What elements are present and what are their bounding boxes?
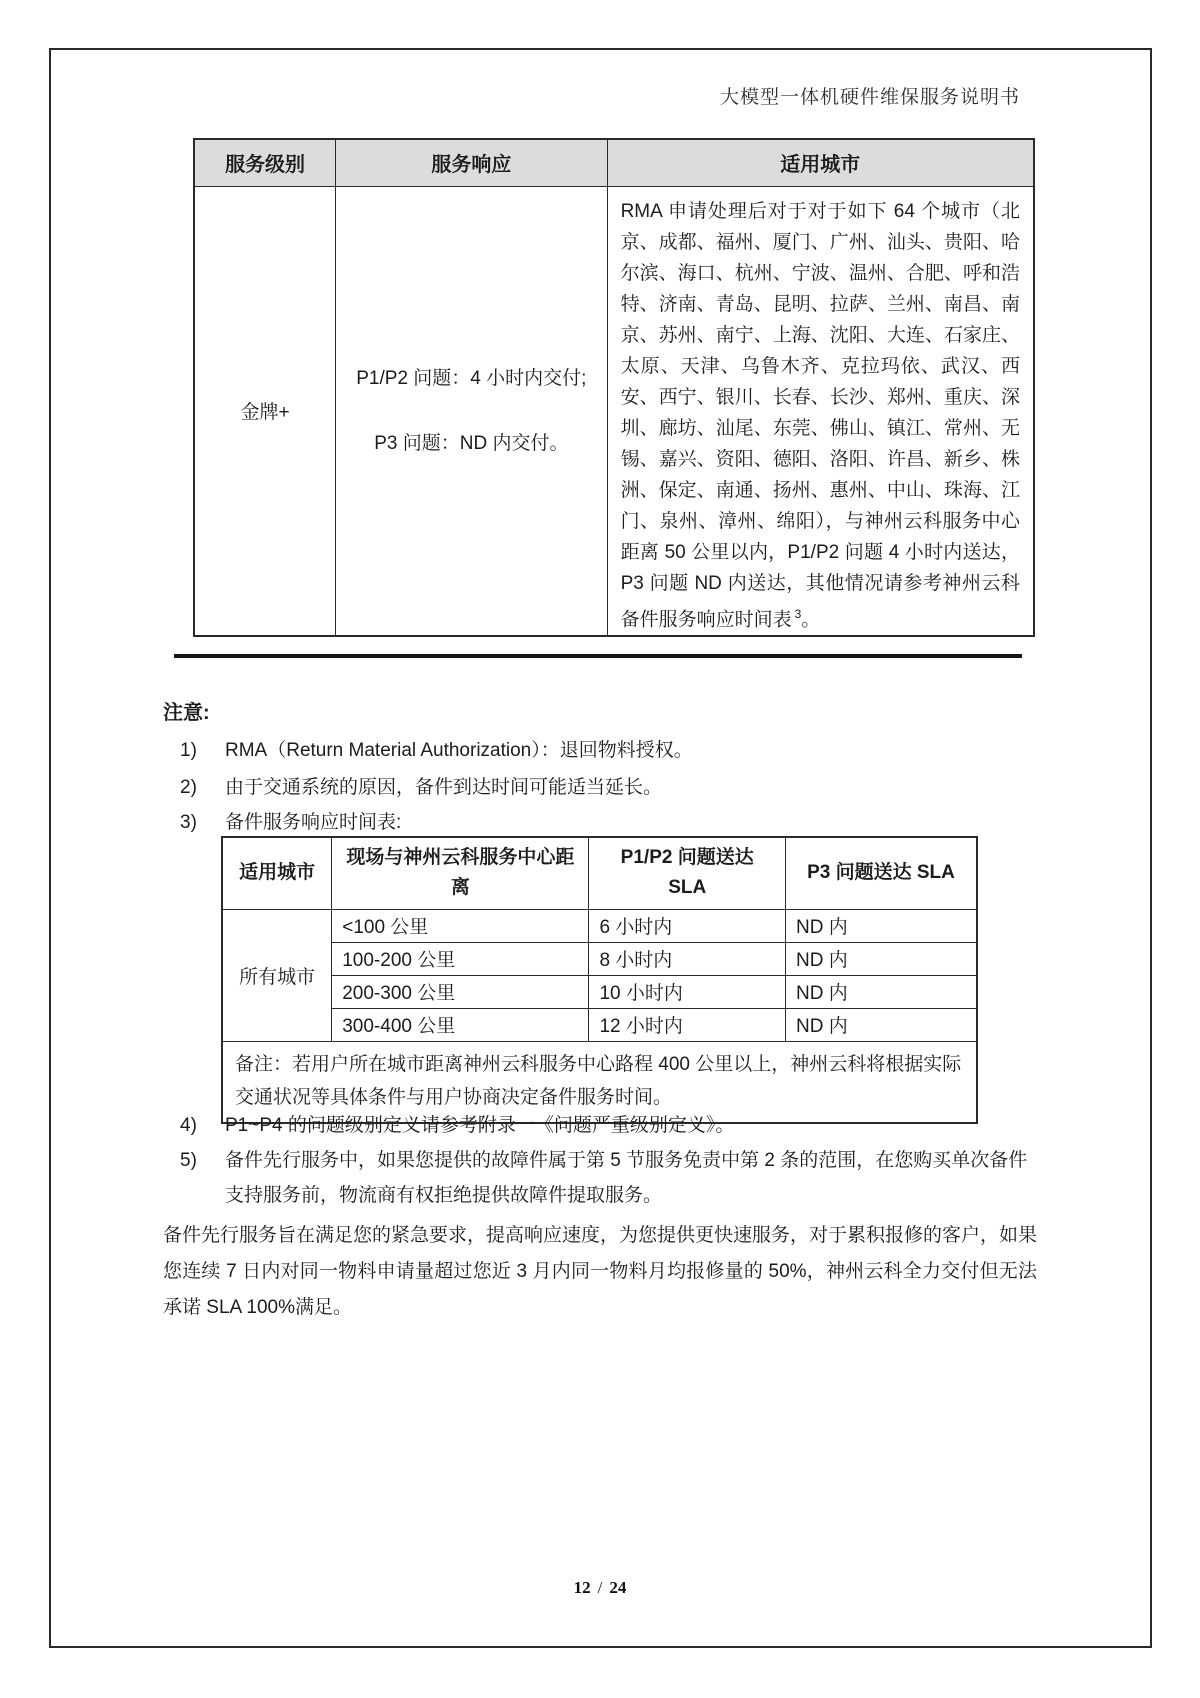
- list-item-number: 3): [180, 812, 197, 833]
- page-footer: [0, 1578, 1200, 1598]
- response-line-1: P1/P2 问题：4 小时内交付;: [356, 367, 587, 389]
- list-item-text: 备件服务响应时间表:: [225, 812, 402, 833]
- note-list-item-5: [180, 1143, 1038, 1213]
- sla-table: [221, 836, 978, 1124]
- footnote-reference-3: 3: [794, 606, 802, 621]
- p12-sla-cell: 6 小时内: [589, 909, 786, 942]
- distance-cell: <100 公里: [332, 909, 589, 942]
- closing-paragraph: 备件先行服务旨在满足您的紧急要求，提高响应速度，为您提供更快速服务，对于累积报修的客户，如果您连续 7 日内对同一物料申请量超过您近 3 月内同一物料月均报修量的 50%，神州云科全力交付但无法承诺 SLA 100%满足。: [163, 1225, 1038, 1318]
- list-item-number: 1): [180, 740, 197, 761]
- service-table-header-row: [194, 139, 1034, 186]
- city-scope-cell: 所有城市: [222, 909, 332, 1041]
- p3-sla-cell: ND 内: [785, 909, 977, 942]
- section-divider-rule: [174, 654, 1022, 658]
- service-response-cell: [336, 186, 607, 636]
- distance-cell: 100-200 公里: [332, 942, 589, 975]
- sla-table-header-row: [222, 837, 977, 909]
- table-row: [194, 186, 1034, 636]
- note-list-item-2: [180, 770, 1038, 805]
- table-row: [222, 975, 977, 1008]
- p12-sla-cell: 8 小时内: [589, 942, 786, 975]
- service-level-cell: 金牌+: [194, 186, 336, 636]
- notes-heading: 注意:: [163, 702, 210, 724]
- response-line-2: P3 问题：ND 内交付。: [374, 432, 569, 454]
- list-item-number: 5): [180, 1150, 197, 1171]
- header-service-response: 服务响应: [336, 139, 607, 186]
- cities-paragraph: RMA 申请处理后对于对于如下 64 个城市（北京、成都、福州、厦门、广州、汕头、贵阳、哈尔滨、海口、杭州、宁波、温州、合肥、呼和浩特、济南、青岛、昆明、拉萨、兰州、南昌、南京、苏州、南宁、上海、沈阳、大连、石家庄、太原、天津、乌鲁木齐、克拉玛依、武汉、西安、西宁、银川、长春、长沙、郑州、重庆、深圳、廊坊、汕尾、东莞、佛山、镇江、常州、无锡、嘉兴、资阳、德阳、洛阳、许昌、新乡、株洲、保定、南通、扬州、惠州、中山、珠海、江门、泉州、漳州、绵阳），与神州云科服务中心距离 50 公里以内，P1/P2 问题 4 小时内送达，P3 问题 ND 内送达，其他情况请参考神州云科备件服务响应时间表: [620, 200, 1020, 630]
- header-p12-sla: P1/P2 问题送达 SLA: [589, 837, 786, 909]
- page-number-total: 24: [609, 1578, 627, 1597]
- p3-sla-cell: ND 内: [785, 975, 977, 1008]
- table-row: [222, 942, 977, 975]
- list-item-number: 2): [180, 777, 197, 798]
- p12-sla-cell: 12 小时内: [589, 1008, 786, 1041]
- header-distance: 现场与神州云科服务中心距离: [332, 837, 589, 909]
- list-item-text: 备件先行服务中，如果您提供的故障件属于第 5 节服务免责中第 2 条的范围，在您购买单次备件支持服务前，物流商有权拒绝提供故障件提取服务。: [225, 1150, 1028, 1206]
- header-service-level: 服务级别: [194, 139, 336, 186]
- header-applicable-cities: 适用城市: [607, 139, 1034, 186]
- page-number-current: 12: [573, 1578, 591, 1597]
- note-list-item-1: [180, 733, 1038, 768]
- list-item-number: 4): [180, 1115, 197, 1136]
- note-list-item-4: [180, 1108, 1038, 1143]
- p3-sla-cell: ND 内: [785, 942, 977, 975]
- note-list-item-3: [180, 805, 1038, 840]
- document-header-title: 大模型一体机硬件维保服务说明书: [719, 87, 1020, 108]
- header-p3-sla: P3 问题送达 SLA: [785, 837, 977, 909]
- service-level-table: [193, 138, 1035, 637]
- distance-cell: 300-400 公里: [332, 1008, 589, 1041]
- distance-cell: 200-300 公里: [332, 975, 589, 1008]
- p3-sla-cell: ND 内: [785, 1008, 977, 1041]
- list-item-text: RMA（Return Material Authorization）：退回物料授权。: [225, 740, 693, 761]
- list-item-text: 由于交通系统的原因，备件到达时间可能适当延长。: [225, 777, 663, 798]
- table-row: [222, 909, 977, 942]
- sla-table-note-text: 备注：若用户所在城市距离神州云科服务中心路程 400 公里以上，神州云科将根据实际交通状况等具体条件与用户协商决定备件服务时间。: [222, 1041, 977, 1123]
- page-number-separator: /: [597, 1578, 603, 1597]
- table-row: [222, 1008, 977, 1041]
- applicable-cities-cell: [607, 186, 1034, 636]
- cities-paragraph-period: 。: [801, 608, 821, 630]
- p12-sla-cell: 10 小时内: [589, 975, 786, 1008]
- list-item-text: P1~P4 的问题级别定义请参考附录一《问题严重级别定义》。: [225, 1115, 735, 1136]
- header-city-scope: 适用城市: [222, 837, 332, 909]
